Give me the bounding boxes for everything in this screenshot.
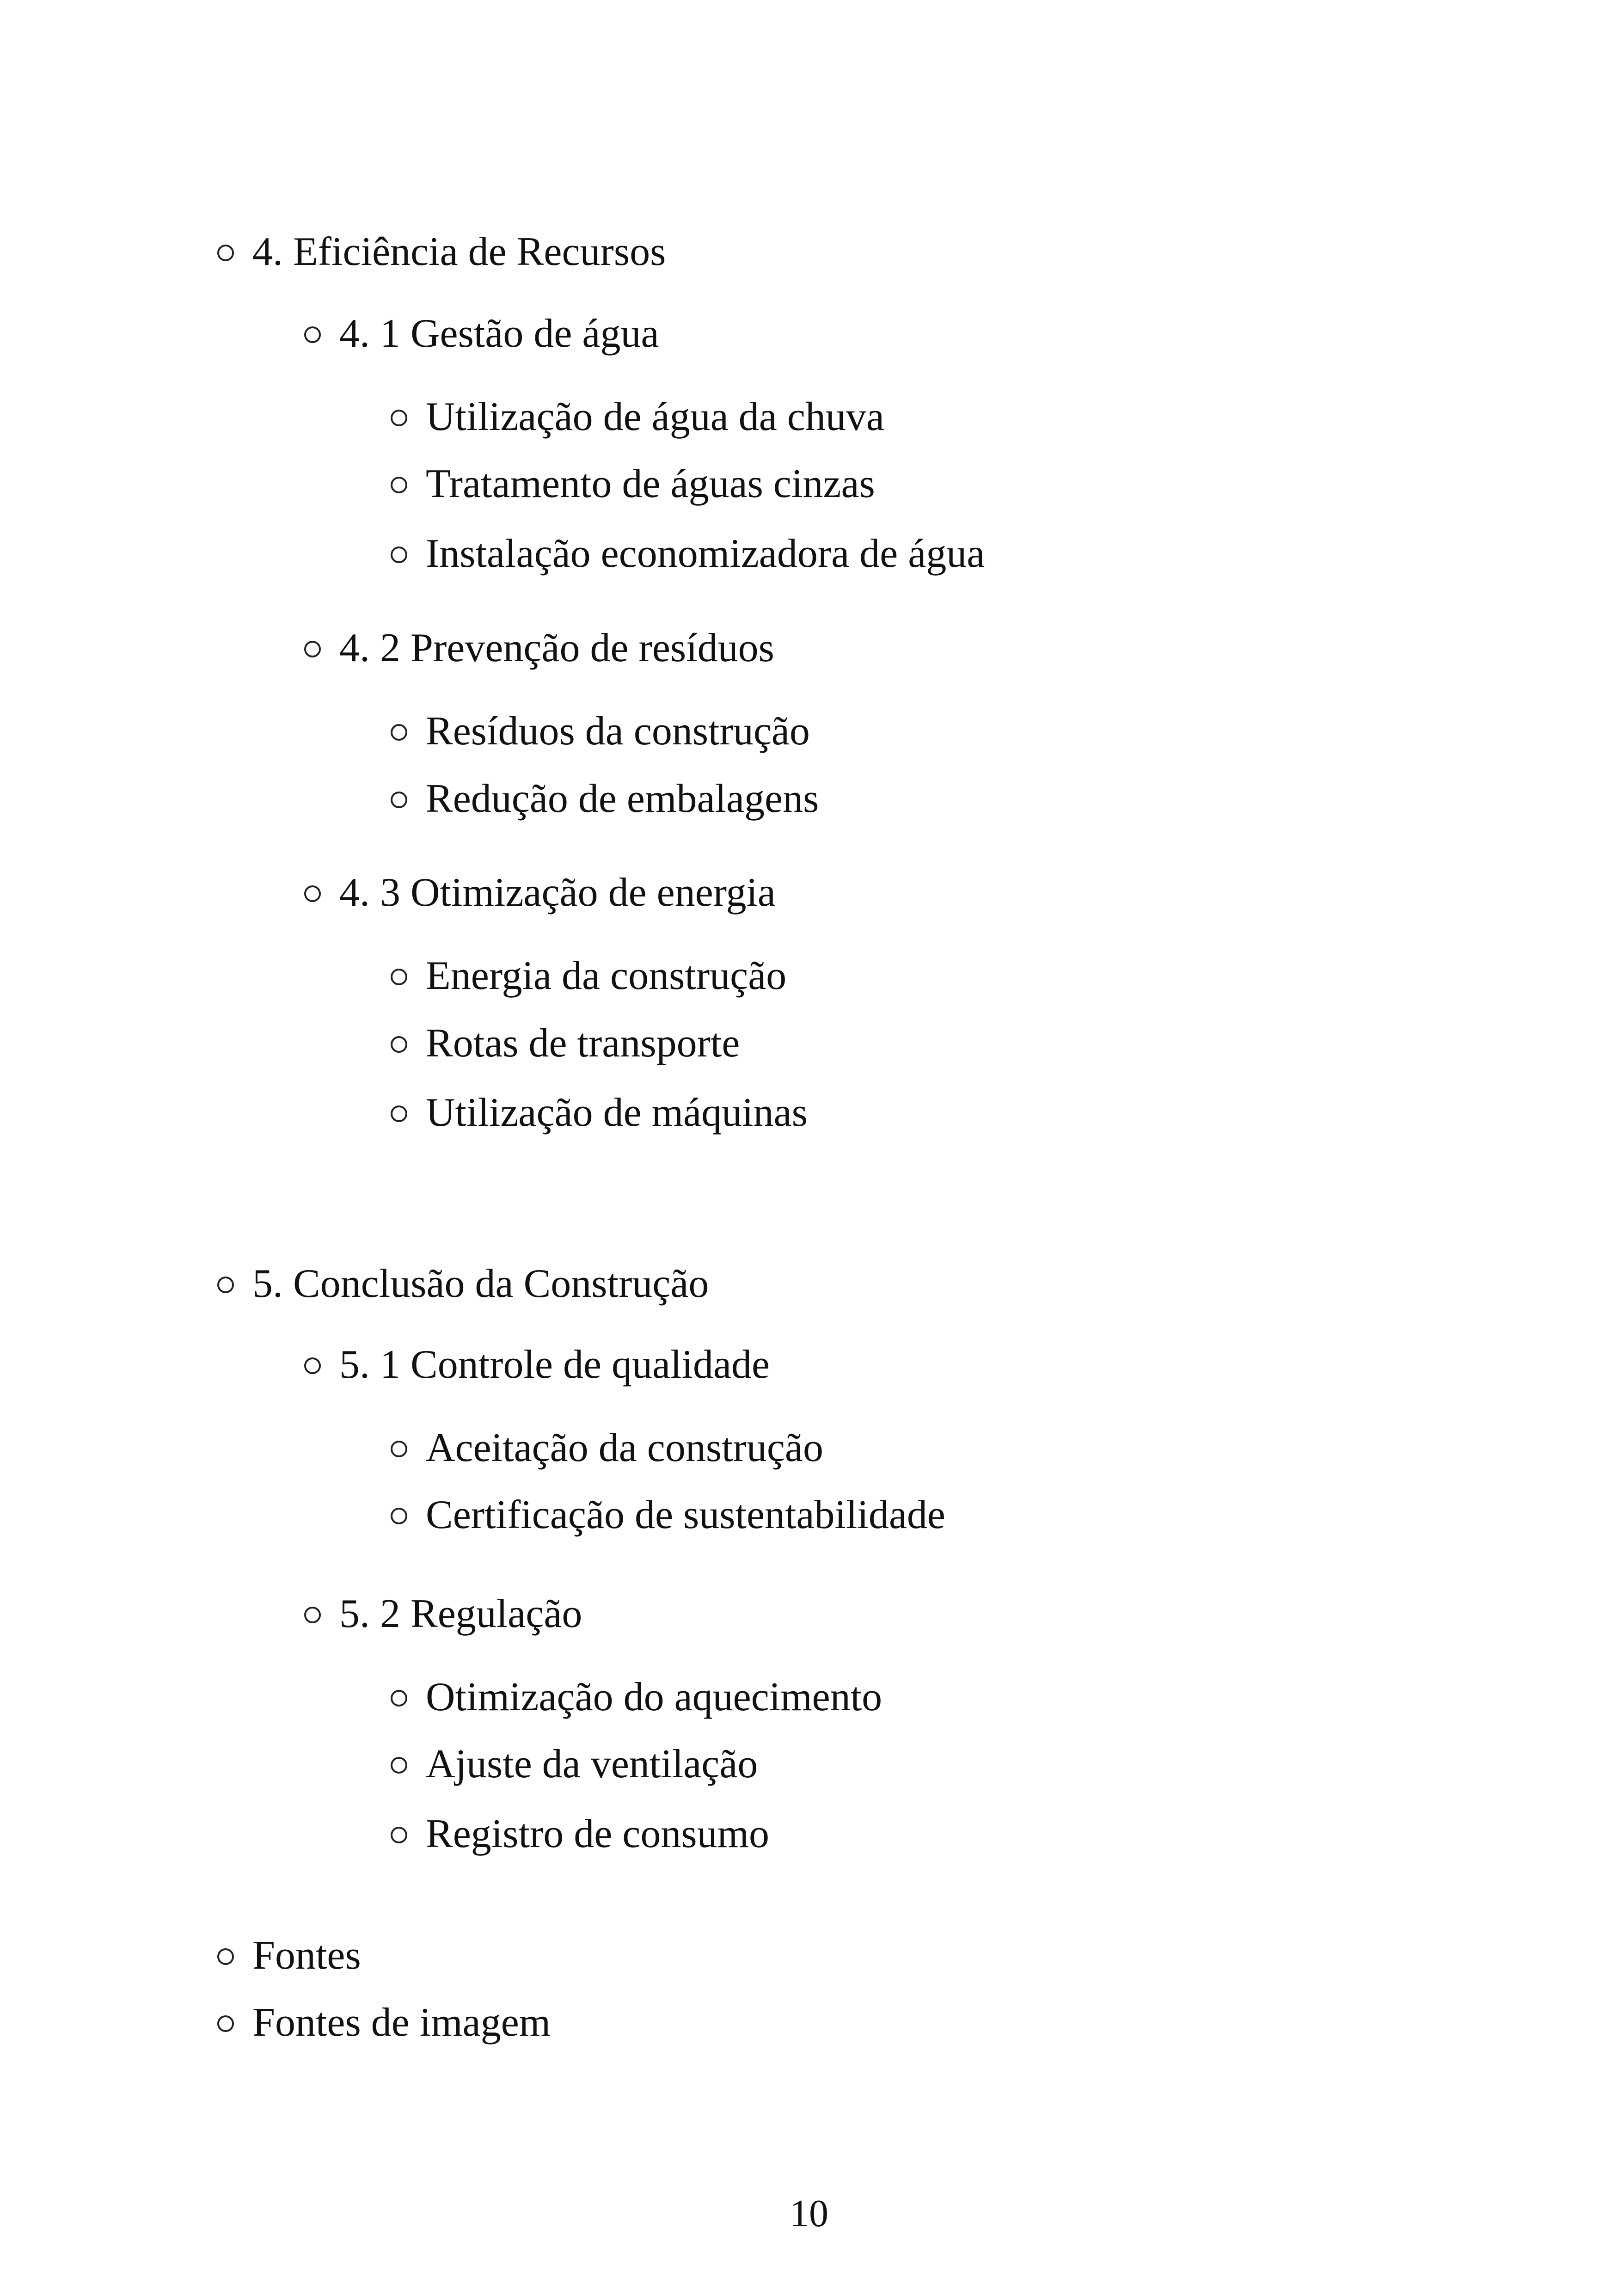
- sources-item: Fontes: [217, 1933, 361, 1979]
- circle-bullet-icon: [217, 1277, 234, 1293]
- circle-bullet-icon: [304, 1357, 321, 1374]
- circle-bullet-icon: [391, 1036, 407, 1053]
- section-5-heading: 5. Conclusão da Construção: [217, 1261, 709, 1307]
- list-item: Rotas de transporte: [391, 1020, 740, 1067]
- subsection-5-1-heading: 5. 1 Controle de qualidade: [304, 1342, 770, 1388]
- list-item: Energia da construção: [391, 953, 786, 999]
- list-item: Tratamento de águas cinzas: [391, 461, 875, 507]
- circle-bullet-icon: [217, 245, 234, 261]
- circle-bullet-icon: [217, 2015, 234, 2032]
- circle-bullet-icon: [304, 1607, 321, 1623]
- page-number: 10: [790, 2192, 828, 2235]
- list-item: Redução de embalagens: [391, 776, 819, 822]
- circle-bullet-icon: [391, 477, 407, 493]
- circle-bullet-icon: [391, 1690, 407, 1707]
- list-item: Certificação de sustentabilidade: [391, 1492, 945, 1538]
- circle-bullet-icon: [391, 969, 407, 985]
- subsection-4-1-heading: 4. 1 Gestão de água: [304, 311, 659, 357]
- section-4-heading: 4. Eficiência de Recursos: [217, 229, 666, 275]
- circle-bullet-icon: [391, 1508, 407, 1524]
- list-item: Registro de consumo: [391, 1811, 769, 1857]
- list-item: Utilização de máquinas: [391, 1090, 808, 1136]
- list-item: Utilização de água da chuva: [391, 394, 884, 440]
- circle-bullet-icon: [391, 1757, 407, 1774]
- circle-bullet-icon: [391, 1827, 407, 1843]
- circle-bullet-icon: [304, 326, 321, 343]
- subsection-4-3-heading: 4. 3 Otimização de energia: [304, 870, 776, 916]
- circle-bullet-icon: [217, 1948, 234, 1965]
- list-item: Aceitação da construção: [391, 1425, 823, 1471]
- circle-bullet-icon: [391, 792, 407, 808]
- subsection-5-2-heading: 5. 2 Regulação: [304, 1591, 582, 1637]
- list-item: Instalação economizadora de água: [391, 531, 985, 577]
- circle-bullet-icon: [304, 885, 321, 902]
- circle-bullet-icon: [304, 641, 321, 657]
- circle-bullet-icon: [391, 410, 407, 426]
- image-sources-item: Fontes de imagem: [217, 2000, 551, 2046]
- circle-bullet-icon: [391, 546, 407, 563]
- circle-bullet-icon: [391, 1105, 407, 1122]
- list-item: Otimização do aquecimento: [391, 1674, 882, 1720]
- list-item: Resíduos da construção: [391, 708, 810, 755]
- circle-bullet-icon: [391, 724, 407, 741]
- list-item: Ajuste da ventilação: [391, 1741, 758, 1787]
- subsection-4-2-heading: 4. 2 Prevenção de resíduos: [304, 625, 774, 671]
- circle-bullet-icon: [391, 1441, 407, 1457]
